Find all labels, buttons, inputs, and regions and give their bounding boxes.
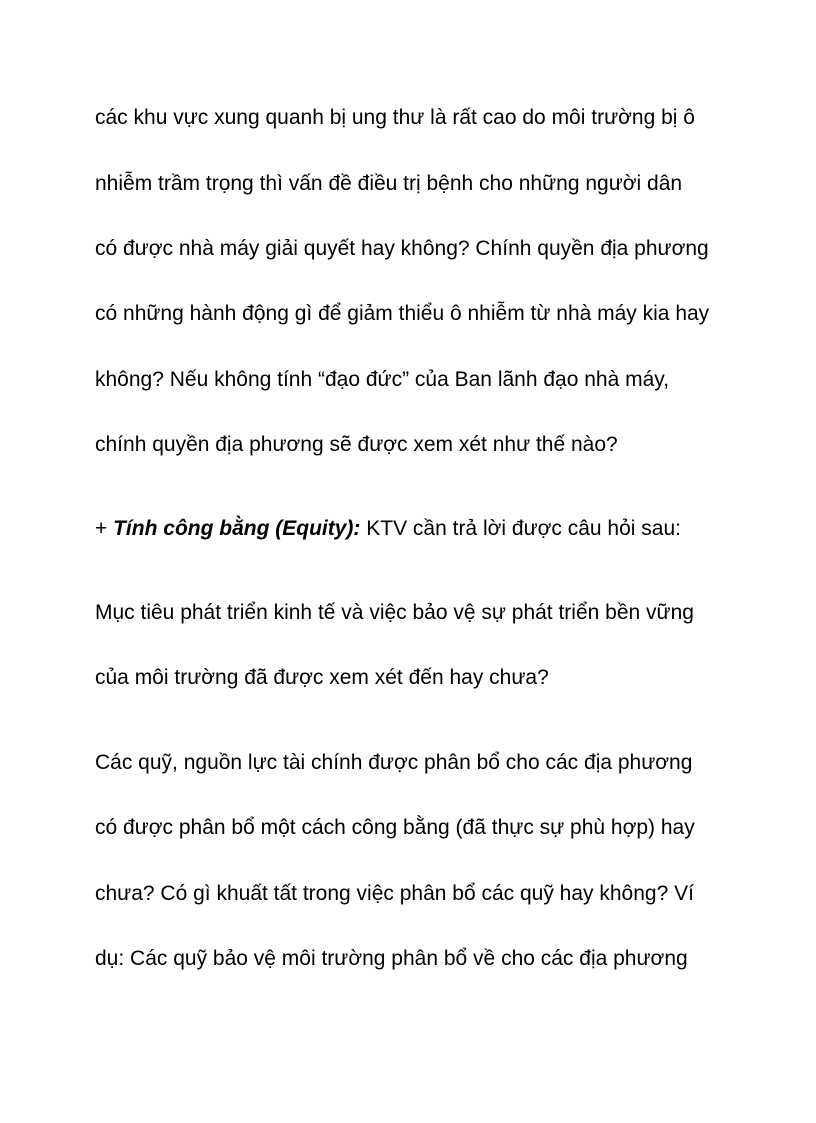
equity-heading-text: KTV cần trả lời được câu hỏi sau: [360,517,681,540]
paragraph-3-line-2: có được phân bổ một cách công bằng (đã thực sự phù hợp) hay [95,816,695,839]
paragraph-3-line-1: Các quỹ, nguồn lực tài chính được phân bổ cho các địa phương [95,751,693,774]
paragraph-3-line-3: chưa? Có gì khuất tất trong việc phân bổ các quỹ hay không? Ví [95,882,694,905]
paragraph-1-line-3: có được nhà máy giải quyết hay không? Chính quyền địa phương [95,237,709,260]
paragraph-1-line-4: có những hành động gì để giảm thiểu ô nhiễm từ nhà máy kia hay [95,302,710,325]
paragraph-1-line-5: không? Nếu không tính “đạo đức” của Ban lãnh đạo nhà máy, [95,368,670,391]
paragraph-1-line-2: nhiễm trầm trọng thì vấn đề điều trị bệnh cho những người dân [95,172,683,195]
bullet-marker: + [95,517,114,540]
paragraph-2-line-2: của môi trường đã được xem xét đến hay chưa? [95,666,549,689]
paragraph-3-line-4: dụ: Các quỹ bảo vệ môi trường phân bổ về cho các địa phương [95,947,688,970]
equity-heading [95,516,681,542]
paragraph-1-line-6: chính quyền địa phương sẽ được xem xét như thế nào? [95,433,618,456]
paragraph-2-line-1: Mục tiêu phát triển kinh tế và việc bảo vệ sự phát triển bền vững [95,601,694,624]
paragraph-1-line-1: các khu vực xung quanh bị ung thư là rất cao do môi trường bị ô [95,106,695,129]
equity-term: Tính công bằng (Equity): [113,517,361,540]
